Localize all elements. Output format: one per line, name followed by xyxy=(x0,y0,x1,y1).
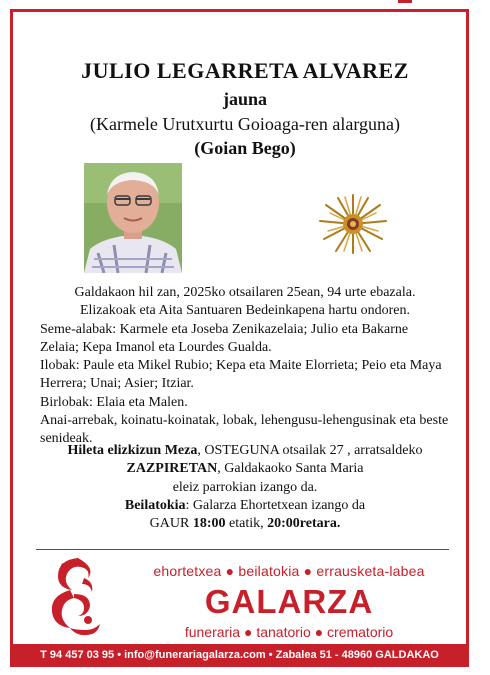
widow-of-line: (Karmele Urutxurtu Goioaga-ren alarguna) xyxy=(89,114,401,134)
sacrament-line: Elizakoak eta Aita Santuaren Bedeinkapena hartu ondoren. xyxy=(79,303,411,319)
wake-time-line xyxy=(40,515,450,533)
mass-place: , Galdakaoko Santa Maria xyxy=(217,461,364,477)
brand-name: GALARZA xyxy=(204,583,374,620)
wake-place: : Galarza Ehortetxean izango da xyxy=(185,497,366,513)
contact-footer: T 94 457 03 95 • info@funerariagalarza.com • Zabalea 51 - 48960 GALDAKAO xyxy=(10,644,469,667)
mass-place-line: eleiz parrokian izango da. xyxy=(172,479,318,495)
funeral-details xyxy=(40,442,450,533)
footer-divider xyxy=(36,549,449,550)
mass-label: Hileta elizkizun Meza xyxy=(67,443,198,458)
portrait-photo xyxy=(84,163,182,273)
thistle-flower-icon xyxy=(318,193,388,255)
death-line: Galdakaon hil zan, 2025ko otsailaren 25ean, 94 urte ebazala. xyxy=(74,285,416,300)
children-paragraph: Seme-alabak: Karmele eta Joseba Zenikazelaia; Julio eta Bakarne Zelaia; Kepa Imanol eta Lourdes Gualda. xyxy=(40,321,409,355)
honorific: jauna xyxy=(222,89,267,109)
mass-time-line xyxy=(40,460,450,478)
top-edge-mark xyxy=(398,0,412,3)
mass-line xyxy=(40,442,450,460)
relatives-paragraph: Anai-arrebak, koinatu-koinatak, lobak, lehengusu-lehengusinak eta beste senideak. xyxy=(40,413,449,447)
deceased-name: JULIO LEGARRETA ALVAREZ xyxy=(81,58,409,83)
mass-time: ZAZPIRETAN xyxy=(126,461,218,477)
grandchildren-paragraph: Ilobak: Paule eta Mikel Rubio; Kepa eta Maite Elorrieta; Peio eta Maya Herrera; Unai; Asier; Itziar. xyxy=(40,358,442,392)
great-grandchildren-paragraph: Birlobak: Elaia eta Malen. xyxy=(40,394,188,410)
wake-line xyxy=(40,497,450,515)
services-spanish: funeraria ● tanatorio ● crematorio xyxy=(184,624,394,640)
mass-date: , OSTEGUNA otsailak 27 , arratsaldeko xyxy=(197,443,423,458)
wake-mid: etatik, xyxy=(225,516,268,532)
wake-label: Beilatokia xyxy=(124,497,186,513)
nickname-line: (Goian Bego) xyxy=(194,138,296,158)
wake-from: 18:00 xyxy=(192,516,226,532)
services-basque: ehortetxea ● beilatokia ● errausketa-labea xyxy=(153,563,425,579)
notice-body xyxy=(40,284,450,449)
wake-to: 20:00retara. xyxy=(267,516,341,532)
galarza-logo-icon xyxy=(44,554,104,640)
wake-today: GAUR xyxy=(149,516,193,532)
